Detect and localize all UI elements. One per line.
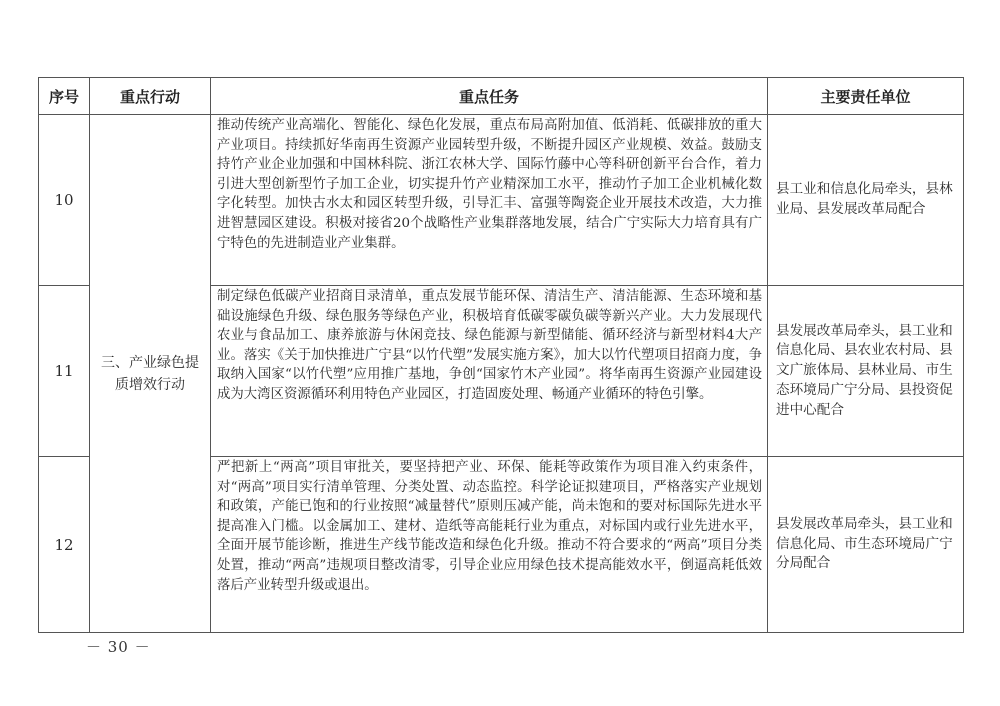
action-group: 三、产业绿色提质增效行动 xyxy=(90,115,211,633)
task-text: 推动传统产业高端化、智能化、绿色化发展，重点布局高附加值、低消耗、低碳排放的重大产业项目。持续抓好华南再生资源产业园转型升级，不断提升园区产业规模、效益。鼓励支持竹产业企业加强和中国林科院、浙江农林大学、国际竹藤中心等科研创新平台合作，着力引进大型创新型竹子加工企业，切实提升竹产业精深加工水平，推动竹子加工企业机械化数字化转型。加快古水太和园区转型升级，引导汇丰、富强等陶瓷企业开展技术改造，大力推进智慧园区建设。积极对接省20个战略性产业集群落地发展，结合广宁实际大力培育具有广宁特色的先进制造业产业集群。 xyxy=(211,115,768,286)
row-number: 11 xyxy=(39,286,90,457)
table-header-row xyxy=(39,78,964,115)
responsible-unit: 县发展改革局牵头，县工业和信息化局、市生态环境局广宁分局配合 xyxy=(768,457,964,633)
task-text: 严把新上“两高”项目审批关，要坚持把产业、环保、能耗等政策作为项目准入约束条件，对“两高”项目实行清单管理、分类处置、动态监控。科学论证拟建项目，严格落实产业规划和政策，产能已饱和的行业按照“减量替代”原则压减产能，尚未饱和的要对标国际先进水平提高准入门槛。以金属加工、建材、造纸等高能耗行业为重点，对标国内或行业先进水平，全面开展节能诊断，推进生产线节能改造和绿色化升级。推动不符合要求的“两高”项目分类处置，推动“两高”违规项目整改清零，引导企业应用绿色技术提高能效水平，倒逼高耗低效落后产业转型升级或退出。 xyxy=(211,457,768,633)
table-row xyxy=(39,115,964,286)
task-table xyxy=(38,77,964,633)
page-number: － 30 － xyxy=(86,638,151,656)
header-num: 序号 xyxy=(39,78,90,115)
header-action: 重点行动 xyxy=(90,78,211,115)
header-task: 重点任务 xyxy=(211,78,768,115)
header-unit: 主要责任单位 xyxy=(768,78,964,115)
responsible-unit: 县发展改革局牵头，县工业和信息化局、县农业农村局、县文广旅体局、县林业局、市生态环境局广宁分局、县投资促进中心配合 xyxy=(768,286,964,457)
responsible-unit: 县工业和信息化局牵头，县林业局、县发展改革局配合 xyxy=(768,115,964,286)
row-number: 12 xyxy=(39,457,90,633)
task-text: 制定绿色低碳产业招商目录清单，重点发展节能环保、清洁生产、清洁能源、生态环境和基础设施绿色升级、绿色服务等绿色产业，积极培育低碳零碳负碳等新兴产业。大力发展现代农业与食品加工、康养旅游与休闲竞技、绿色能源与新型储能、循环经济与新型材料4大产业。落实《关于加快推进广宁县“以竹代塑”发展实施方案》，加大以竹代塑项目招商力度，争取纳入国家“以竹代塑”应用推广基地，争创“国家竹木产业园”。将华南再生资源产业园建设成为大湾区资源循环利用特色产业园区，打造固废处理、畅通产业循环的特色引擎。 xyxy=(211,286,768,457)
row-number: 10 xyxy=(39,115,90,286)
